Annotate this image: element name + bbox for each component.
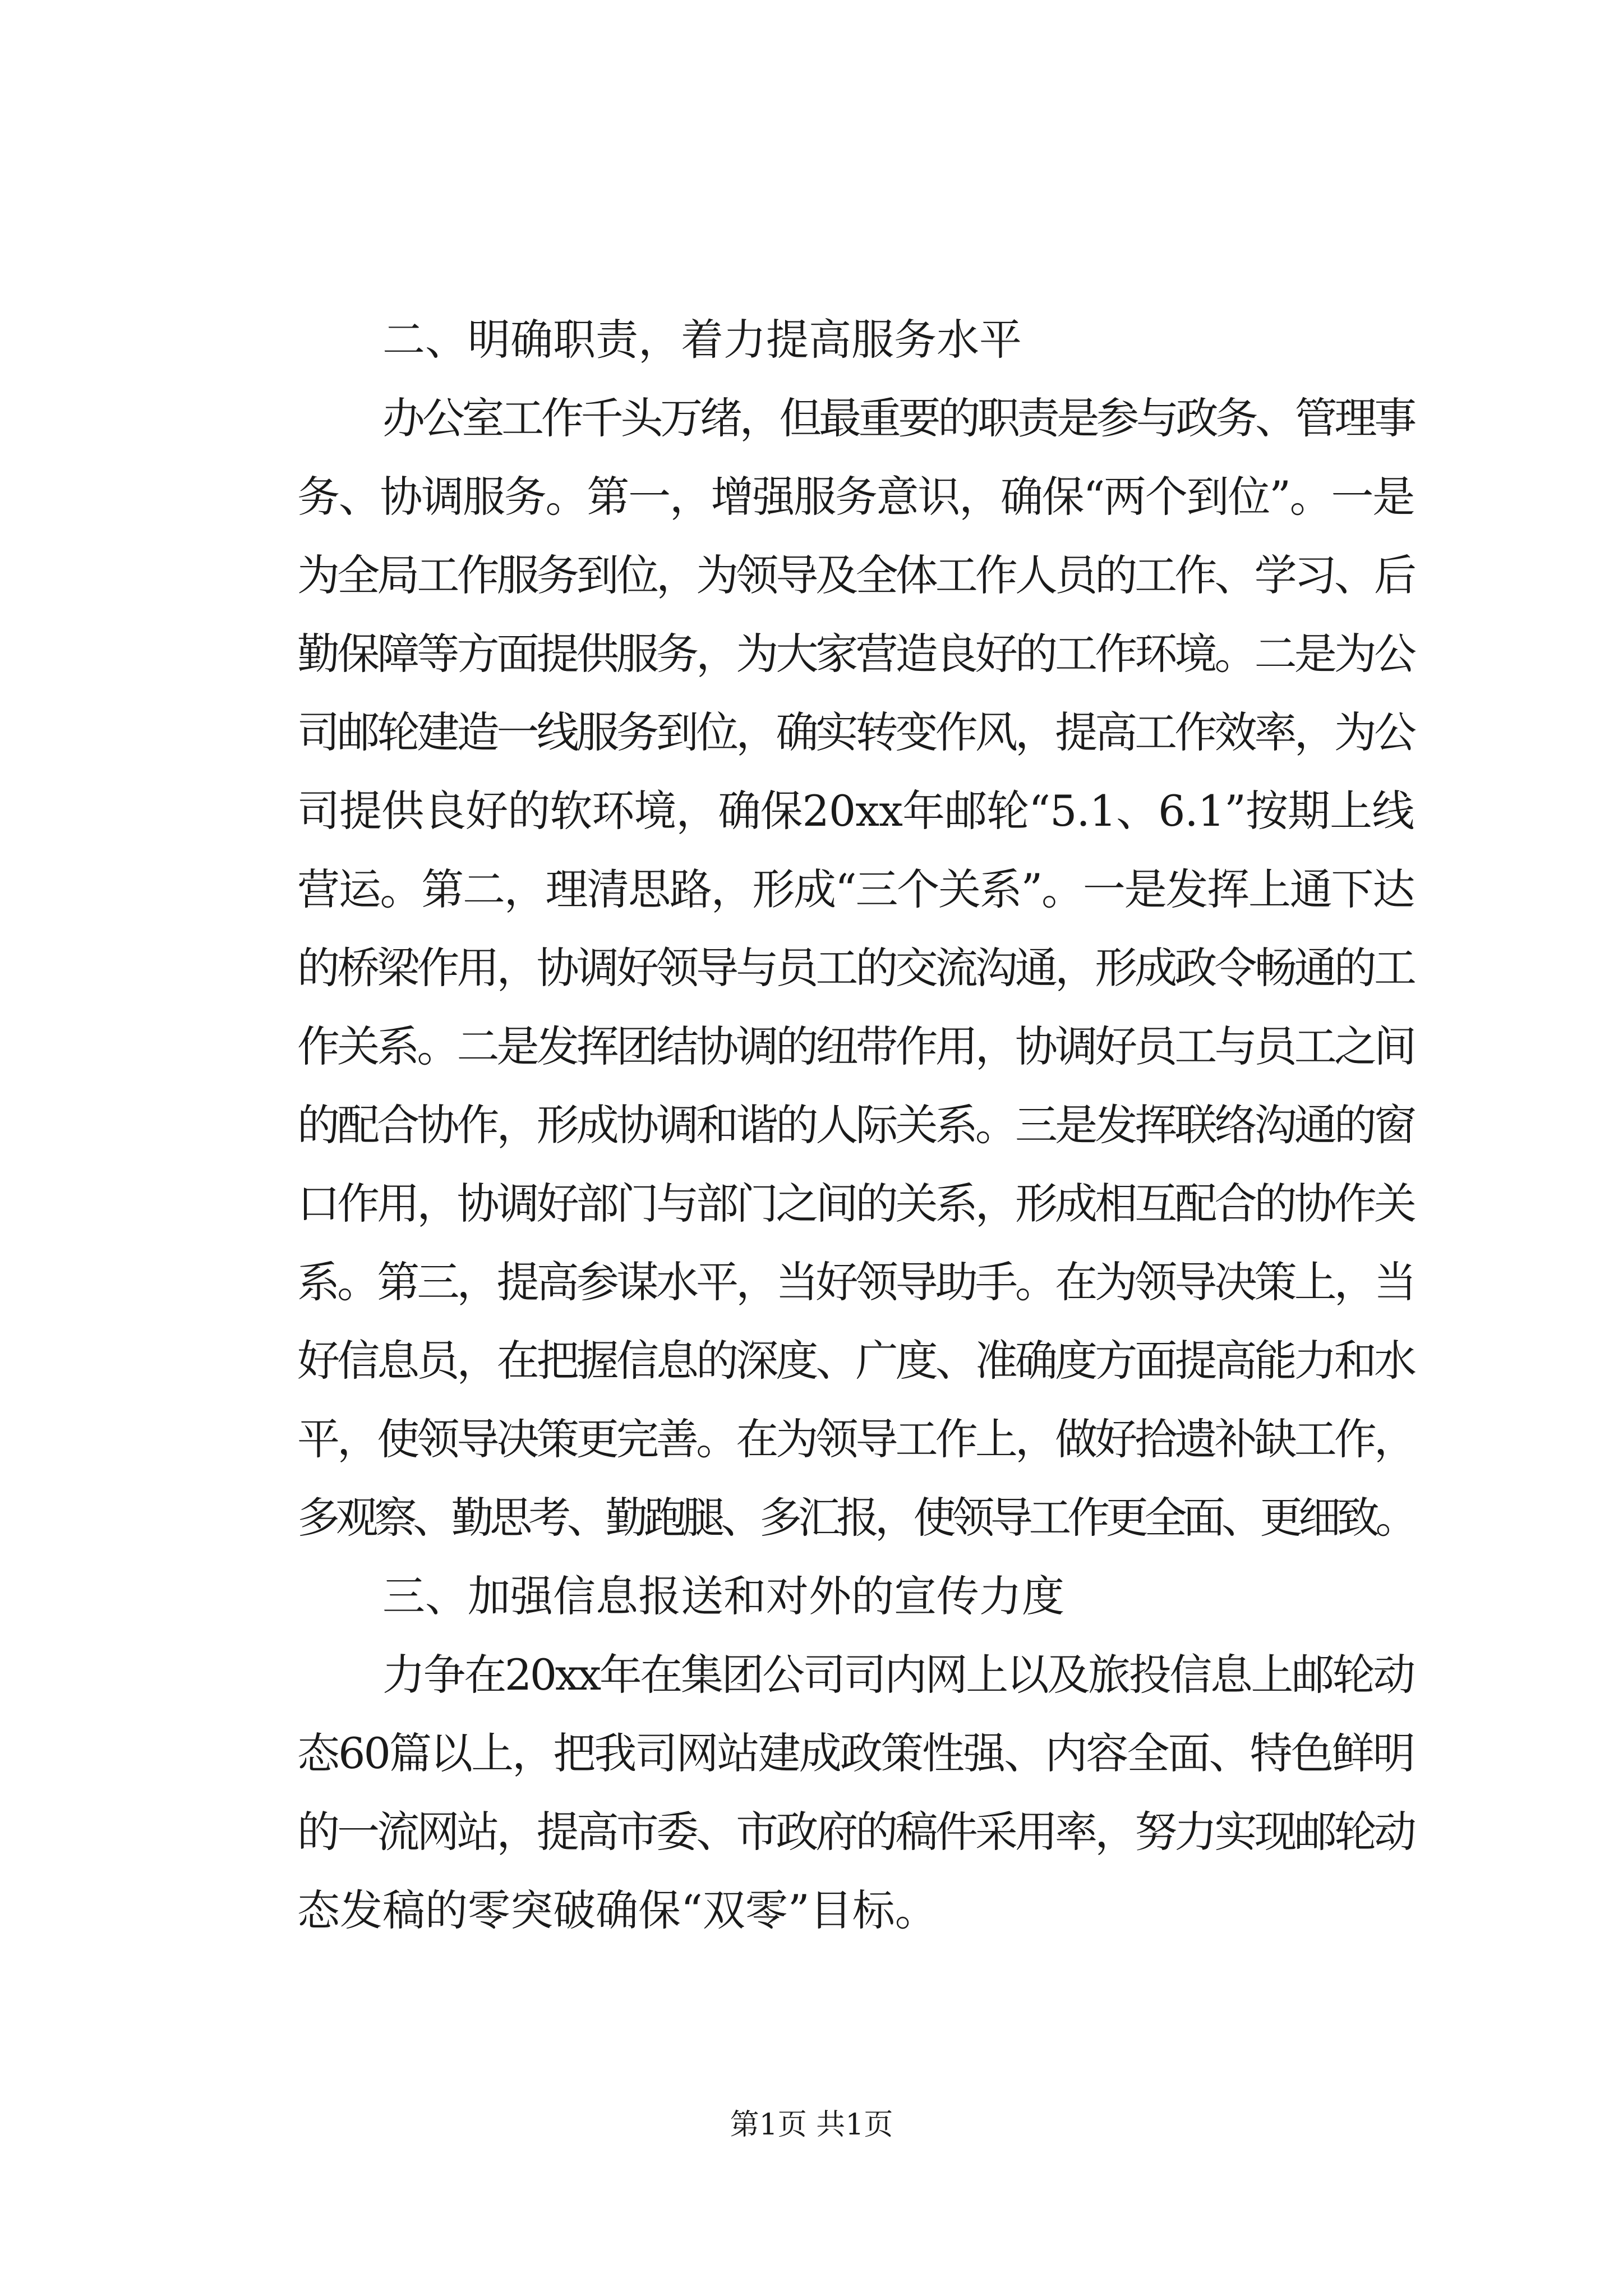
body-line: 勤保障等方面提供服务，为大家营造良好的工作环境。二是为公 [297, 629, 1414, 679]
body-line: 办公室工作千头万绪，但最重要的职责是参与政务、管理事 [382, 393, 1414, 443]
body-line: 为全局工作服务到位，为领导及全体工作人员的工作、学习、后 [297, 550, 1414, 600]
body-line: 平，使领导决策更完善。在为领导工作上，做好拾遗补缺工作， [297, 1414, 1414, 1464]
body-line: 系。第三，提高参谋水平，当好领导助手。在为领导决策上，当 [297, 1257, 1414, 1307]
body-line: 的桥梁作用，协调好领导与员工的交流沟通，形成政令畅通的工 [297, 943, 1414, 993]
body-line: 多观察、勤思考、勤跑腿、多汇报，使领导工作更全面、更细致。 [297, 1493, 1414, 1543]
body-line: 务、协调服务。第一，增强服务意识，确保“两个到位”。一是 [297, 472, 1414, 522]
section-heading-3: 三、加强信息报送和对外的宣传力度 [382, 1571, 1064, 1621]
body-line: 态60篇以上，把我司网站建成政策性强、内容全面、特色鲜明 [297, 1728, 1414, 1778]
body-line: 口作用，协调好部门与部门之间的关系，形成相互配合的协作关 [297, 1179, 1414, 1228]
page-number: 第1页 共1页 [730, 2108, 893, 2142]
body-line: 的配合协作，形成协调和谐的人际关系。三是发挥联络沟通的窗 [297, 1100, 1414, 1150]
body-line: 作关系。二是发挥团结协调的纽带作用，协调好员工与员工之间 [297, 1022, 1414, 1071]
body-line: 司提供良好的软环境，确保20xx年邮轮“5.1、6.1”按期上线 [297, 786, 1414, 836]
body-line: 态发稿的零突破确保“双零”目标。 [297, 1885, 938, 1935]
body-line: 司邮轮建造一线服务到位，确实转变作风，提高工作效率，为公 [297, 707, 1414, 757]
body-line: 力争在20xx年在集团公司司内网上以及旅投信息上邮轮动 [382, 1650, 1414, 1700]
body-line: 营运。第二，理清思路，形成“三个关系”。一是发挥上通下达 [297, 864, 1414, 914]
body-line: 好信息员，在把握信息的深度、广度、准确度方面提高能力和水 [297, 1336, 1414, 1386]
body-line: 的一流网站，提高市委、市政府的稿件采用率，努力实现邮轮动 [297, 1807, 1414, 1857]
section-heading-2: 二、明确职责，着力提高服务水平 [382, 315, 1022, 365]
